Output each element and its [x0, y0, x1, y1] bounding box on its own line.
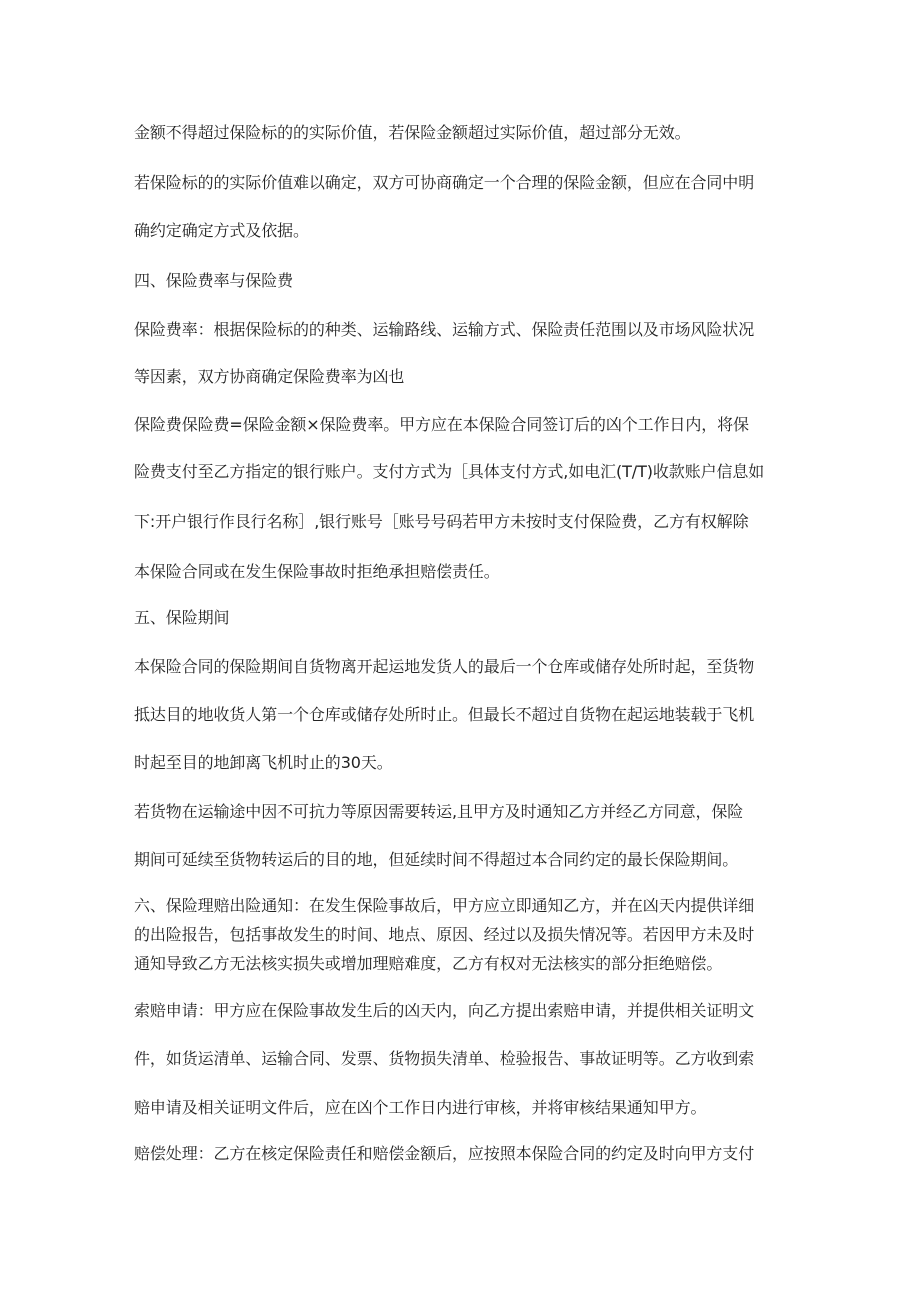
paragraph-line: 确约定确定方式及依据。 — [134, 221, 309, 240]
paragraph-line: 通知导致乙方无法核实损失或增加理赔难度，乙方有权对无法核实的部分拒绝赔偿。 — [134, 954, 723, 973]
paragraph-line: 险费支付至乙方指定的银行账户。支付方式为［具体支付方式,如电汇(T/T)收款账户信息如 — [134, 462, 765, 481]
section-heading: 四、保险费率与保险费 — [134, 271, 294, 290]
paragraph-line: 的出险报告，包括事故发生的时间、地点、原因、经过以及损失情况等。若因甲方未及时 — [134, 925, 755, 944]
paragraph-line: 保险费保险费=保险金额×保险费率。甲方应在本保险合同签订后的凶个工作日内，将保 — [134, 415, 749, 434]
paragraph-line: 等因素，双方协商确定保险费率为凶也 — [134, 367, 405, 386]
paragraph-line: 本保险合同或在发生保险事故时拒绝承担赔偿责任。 — [134, 562, 500, 581]
paragraph-line: 时起至目的地卸离飞机时止的30天。 — [134, 753, 393, 772]
paragraph-line: 若保险标的的实际价值难以确定，双方可协商确定一个合理的保险金额，但应在合同中明 — [134, 173, 755, 192]
paragraph-line: 下:开户银行作艮行名称］,银行账号［账号号码若甲方未按时支付保险费，乙方有权解除 — [134, 512, 749, 531]
paragraph-line: 期间可延续至货物转运后的目的地，但延续时间不得超过本合同约定的最长保险期间。 — [134, 850, 739, 869]
paragraph-line: 赔申请及相关证明文件后，应在凶个工作日内进行审核，并将审核结果通知甲方。 — [134, 1098, 707, 1117]
paragraph-line: 本保险合同的保险期间自货物离开起运地发货人的最后一个仓库或储存处所时起，至货物 — [134, 657, 755, 676]
paragraph-line: 六、保险理赔出险通知：在发生保险事故后，甲方应立即通知乙方，并在凶天内提供详细 — [134, 896, 755, 915]
paragraph-line: 抵达目的地收货人第一个仓库或储存处所时止。但最长不超过自货物在起运地装载于飞机 — [134, 705, 755, 724]
paragraph-line: 赔偿处理：乙方在核定保险责任和赔偿金额后，应按照本保险合同的约定及时向甲方支付 — [134, 1144, 755, 1163]
paragraph-line: 件，如货运清单、运输合同、发票、货物损失清单、检验报告、事故证明等。乙方收到索 — [134, 1049, 755, 1068]
paragraph-line: 保险费率：根据保险标的的种类、运输路线、运输方式、保险责任范围以及市场风险状况 — [134, 320, 755, 339]
paragraph-line: 若货物在运输途中因不可抗力等原因需要转运,且甲方及时通知乙方并经乙方同意，保险 — [134, 802, 744, 821]
section-heading: 五、保险期间 — [134, 608, 230, 627]
paragraph-line: 金额不得超过保险标的的实际价值，若保险金额超过实际价值，超过部分无效。 — [134, 123, 691, 142]
paragraph-line: 索赔申请：甲方应在保险事故发生后的凶天内，向乙方提出索赔申请，并提供相关证明文 — [134, 1001, 755, 1020]
